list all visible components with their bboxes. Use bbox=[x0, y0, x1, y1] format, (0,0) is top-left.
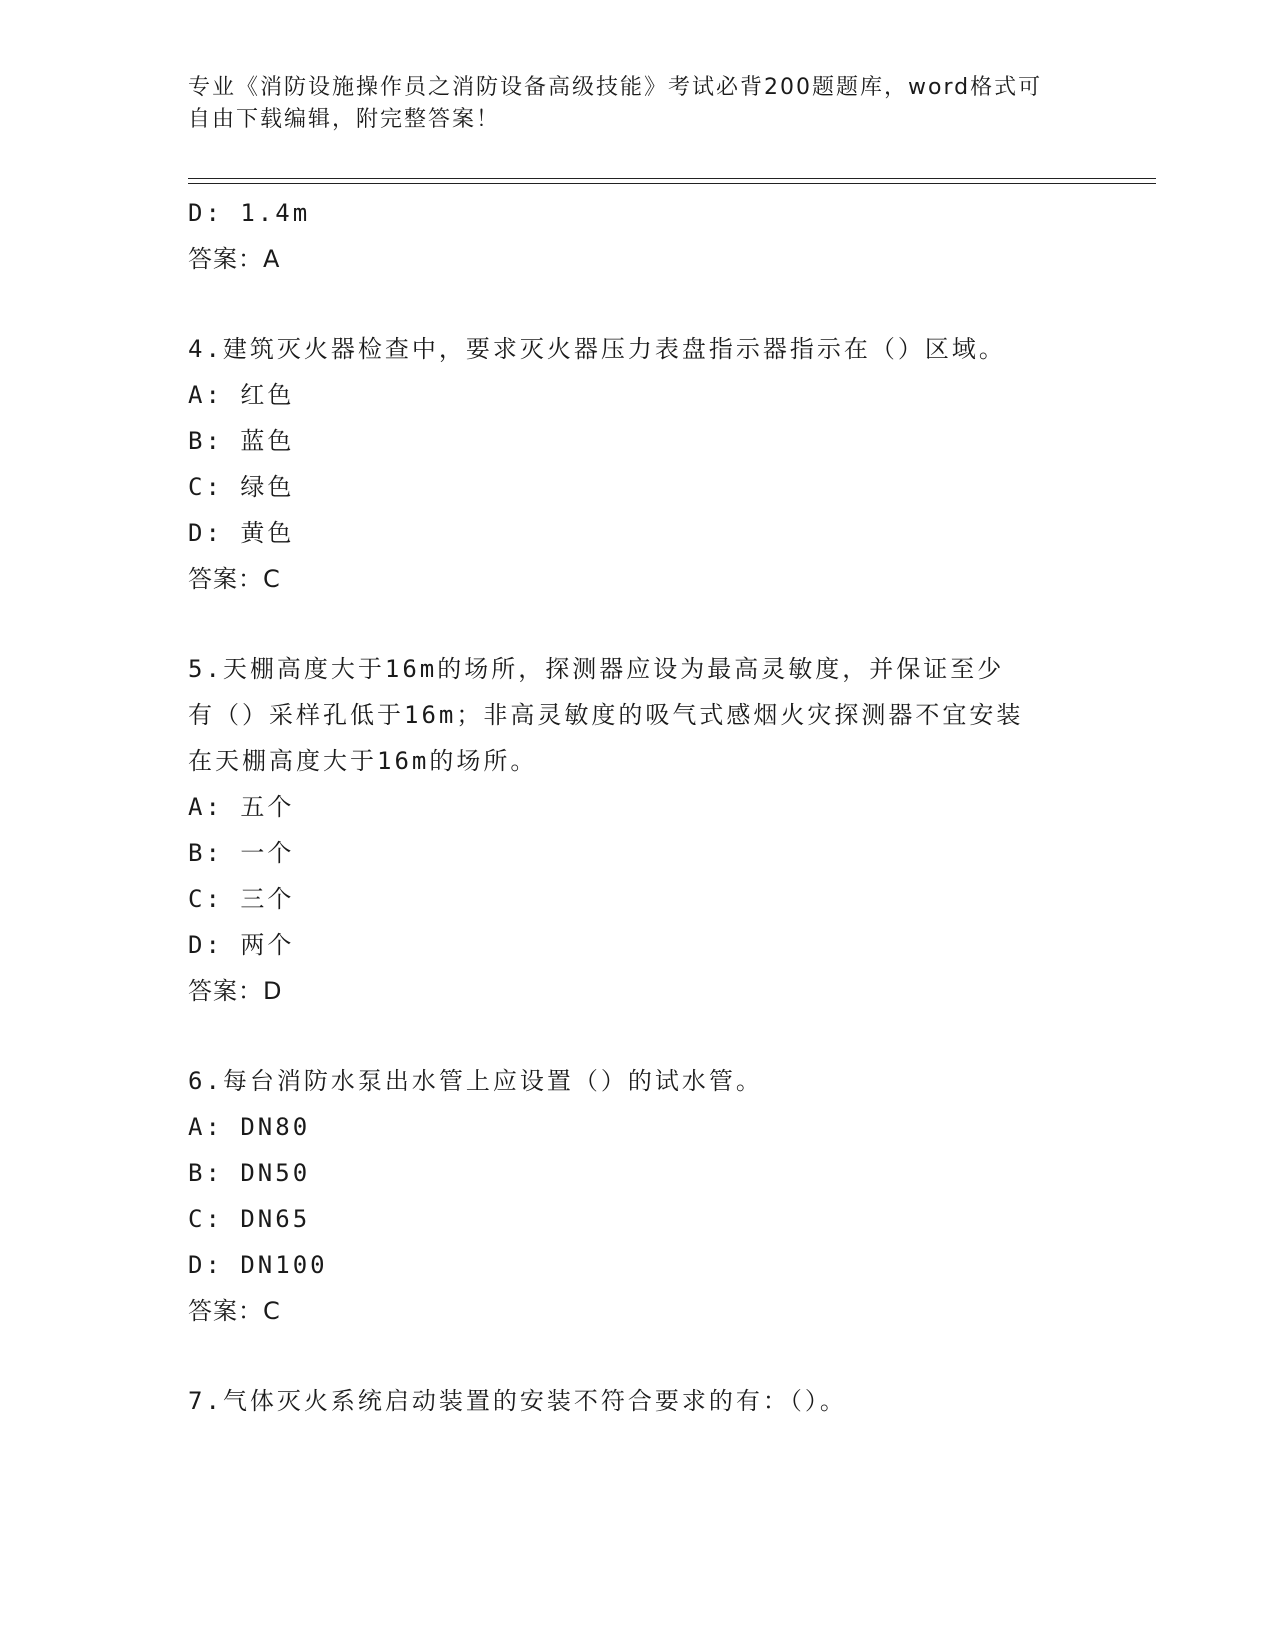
option-d: D: DN100 bbox=[188, 1251, 328, 1279]
question-6 bbox=[188, 1058, 1088, 1334]
option-c: C: 三个 bbox=[188, 885, 295, 913]
page-header bbox=[188, 72, 1088, 136]
option-d: D: 两个 bbox=[188, 931, 295, 959]
answer-line: 答案：A bbox=[188, 245, 281, 273]
question-stem-line-3: 在天棚高度大于16m的场所。 bbox=[188, 747, 538, 775]
answer-line: 答案：D bbox=[188, 977, 283, 1005]
option-c: C: DN65 bbox=[188, 1205, 311, 1233]
header-divider-top bbox=[188, 178, 1156, 179]
header-line-2: 自由下载编辑，附完整答案！ bbox=[188, 107, 501, 132]
option-c: C: 绿色 bbox=[188, 473, 295, 501]
option-d: D: 黄色 bbox=[188, 519, 295, 547]
question-stem: 4.建筑灭火器检查中，要求灭火器压力表盘指示器指示在（）区域。 bbox=[188, 335, 1006, 363]
question-7 bbox=[188, 1378, 1088, 1424]
option-b: B: DN50 bbox=[188, 1159, 311, 1187]
question-stem: 6.每台消防水泵出水管上应设置（）的试水管。 bbox=[188, 1067, 763, 1095]
question-stem-line-1: 5.天棚高度大于16m的场所，探测器应设为最高灵敏度，并保证至少 bbox=[188, 655, 1005, 683]
option-b: B: 一个 bbox=[188, 839, 295, 867]
header-line-1: 专业《消防设施操作员之消防设备高级技能》考试必背200题题库，word格式可 bbox=[188, 75, 1043, 100]
question-stem-line-2: 有（）采样孔低于16m；非高灵敏度的吸气式感烟火灾探测器不宜安装 bbox=[188, 701, 1024, 729]
answer-line: 答案：C bbox=[188, 1297, 281, 1325]
option-a: A: 红色 bbox=[188, 381, 295, 409]
question-stem: 7.气体灭火系统启动装置的安装不符合要求的有：（）。 bbox=[188, 1387, 847, 1415]
question-3-tail bbox=[188, 190, 1088, 282]
option-a: A: 五个 bbox=[188, 793, 295, 821]
question-5 bbox=[188, 646, 1088, 1014]
option-d: D: 1.4m bbox=[188, 199, 311, 227]
option-a: A: DN80 bbox=[188, 1113, 311, 1141]
header-divider-bottom bbox=[188, 183, 1156, 184]
answer-line: 答案：C bbox=[188, 565, 281, 593]
question-list bbox=[188, 190, 1088, 1424]
question-4 bbox=[188, 326, 1088, 602]
option-b: B: 蓝色 bbox=[188, 427, 295, 455]
